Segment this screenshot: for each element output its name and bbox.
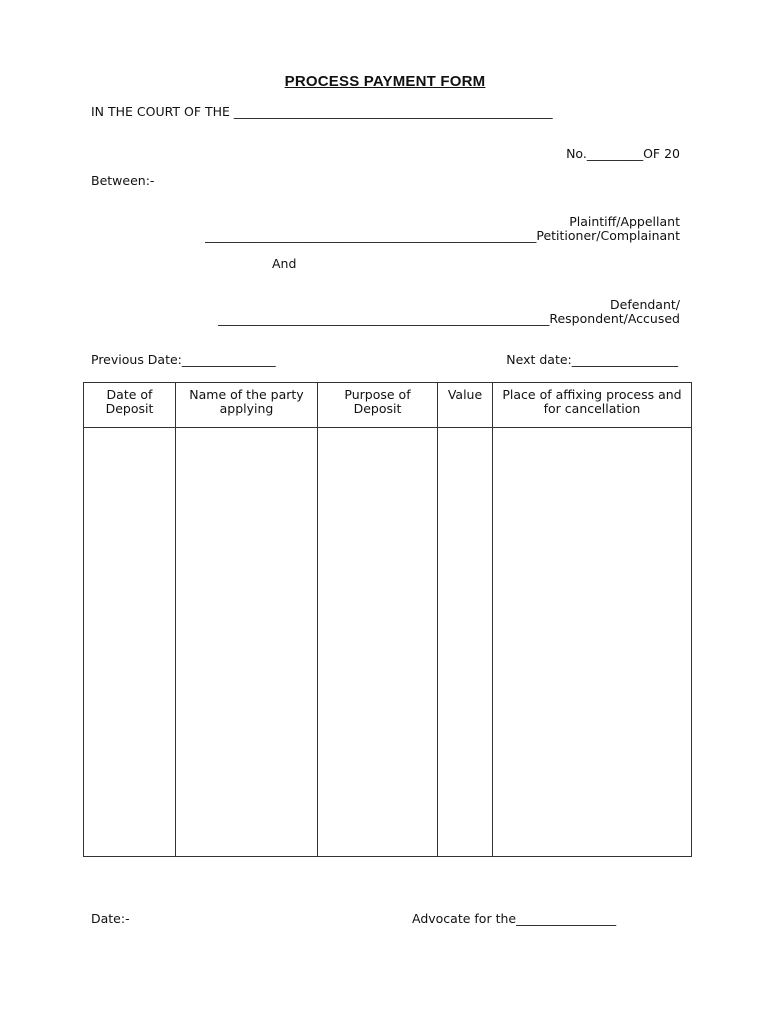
deposit-table (83, 382, 692, 857)
petitioner-line: _____________________________________________________Petitioner/Complainant (205, 228, 680, 243)
previous-date: Previous Date:_______________ (91, 352, 276, 367)
footer-date: Date:- (91, 911, 130, 926)
court-line: IN THE COURT OF THE ___________________________________________________ (91, 104, 553, 119)
header-date-of-deposit: Date of Deposit (84, 383, 176, 428)
cell-value[interactable] (438, 428, 493, 857)
table-row (84, 428, 692, 857)
header-place-of-affixing: Place of affixing process and for cancellation (493, 383, 692, 428)
header-purpose: Purpose of Deposit (318, 383, 438, 428)
form-title: PROCESS PAYMENT FORM (284, 73, 486, 90)
header-party-name: Name of the party applying (176, 383, 318, 428)
respondent-line: _____________________________________________________Respondent/Accused (218, 311, 680, 326)
between-label: Between:- (91, 173, 155, 188)
plaintiff-label: Plaintiff/Appellant (569, 214, 680, 229)
cell-purpose[interactable] (318, 428, 438, 857)
and-label: And (272, 256, 297, 271)
next-date: Next date:_________________ (506, 352, 678, 367)
table-header-row (84, 383, 692, 428)
header-value: Value (438, 383, 493, 428)
defendant-label: Defendant/ (610, 297, 680, 312)
cell-place-of-affixing[interactable] (493, 428, 692, 857)
footer-advocate: Advocate for the________________ (412, 911, 617, 926)
cell-date-of-deposit[interactable] (84, 428, 176, 857)
cell-party-name[interactable] (176, 428, 318, 857)
case-number: No._________OF 20 (566, 146, 680, 161)
